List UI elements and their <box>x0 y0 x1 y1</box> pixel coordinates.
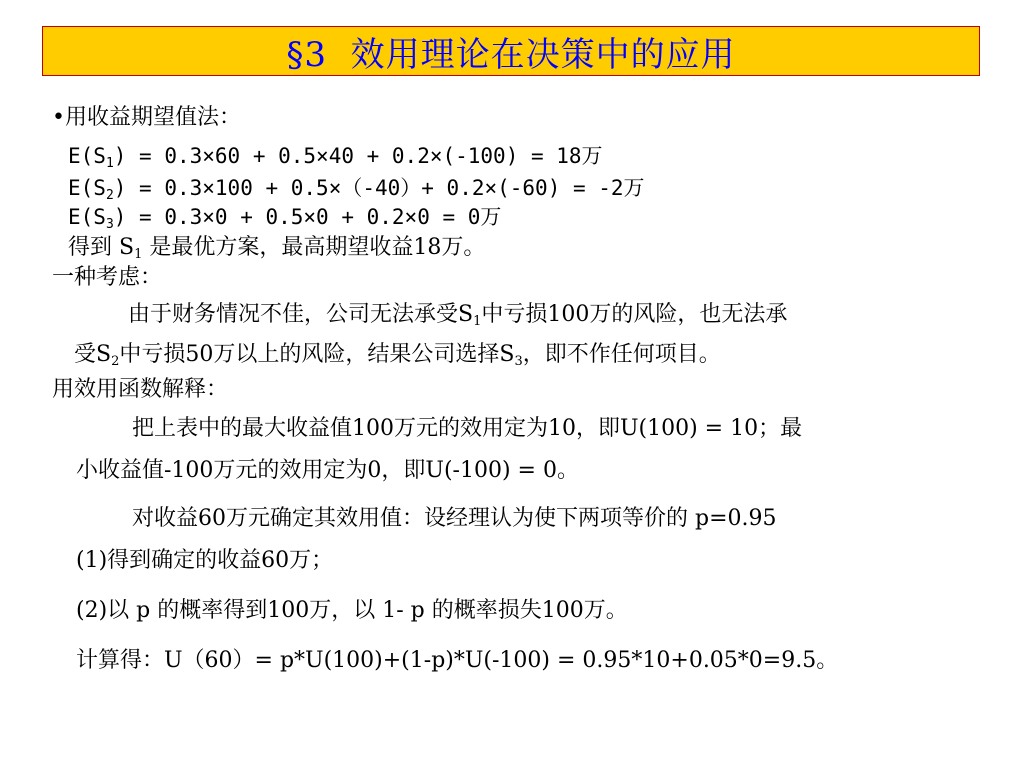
conclusion-prefix: 得到 S <box>68 235 135 260</box>
formula-body: ) = 0.3×60 + 0.5×40 + 0.2×(-100) = 18万 <box>113 144 603 168</box>
subscript: 2 <box>111 354 120 369</box>
formula-body: ) = 0.3×100 + 0.5×（-40）+ 0.2×(-60) = -2万 <box>113 176 645 200</box>
paragraph-line <box>74 341 721 369</box>
paragraph-line: 把上表中的最大收益值100万元的效用定为10，即U(100) = 10；最 <box>132 416 803 441</box>
subscript: 1 <box>473 314 482 329</box>
formula-prefix: E(S <box>68 176 106 200</box>
subscript: 1 <box>105 156 114 171</box>
subscript: 2 <box>105 188 114 203</box>
formula-e-s3 <box>68 203 501 231</box>
calculation-line: 计算得：U（60）= p*U(100)+(1-p)*U(-100) = 0.95*10+0.05*0=9.5。 <box>76 648 839 673</box>
text-part: 中亏损100万的风险，也无法承 <box>481 302 788 327</box>
paragraph-line: 小收益值-100万元的效用定为0，即U(-100) = 0。 <box>76 458 579 483</box>
text-part: 受S <box>74 342 112 367</box>
formula-e-s1 <box>68 142 603 170</box>
list-item: (1)得到确定的收益60万； <box>76 548 334 573</box>
paragraph-line: 对收益60万元确定其效用值：设经理认为使下两项等价的 p=0.95 <box>132 506 777 531</box>
subscript: 3 <box>514 354 523 369</box>
conclusion-body: 是最优方案，最高期望收益18万。 <box>142 235 486 260</box>
list-item: (2)以 p 的概率得到100万，以 1- p 的概率损失100万。 <box>76 598 628 623</box>
section-heading-utility: 用效用函数解释： <box>52 377 229 402</box>
paragraph-line <box>128 301 787 329</box>
section-heading-expected-value: •用收益期望值法： <box>52 105 241 130</box>
text-part: 中亏损50万以上的风险，结果公司选择S <box>119 342 515 367</box>
formula-e-s2 <box>68 174 645 202</box>
text-part: ，即不作任何项目。 <box>522 342 721 367</box>
section-heading-consideration: 一种考虑： <box>52 265 163 290</box>
formula-body: ) = 0.3×0 + 0.5×0 + 0.2×0 = 0万 <box>113 205 502 229</box>
formula-prefix: E(S <box>68 205 106 229</box>
subscript: 1 <box>134 247 143 262</box>
subscript: 3 <box>105 217 114 232</box>
title-banner <box>42 26 980 76</box>
text-part: 由于财务情况不佳，公司无法承受S <box>128 302 474 327</box>
formula-prefix: E(S <box>68 144 106 168</box>
conclusion-line <box>68 234 485 262</box>
page-title: §3 效用理论在决策中的应用 <box>286 34 736 75</box>
